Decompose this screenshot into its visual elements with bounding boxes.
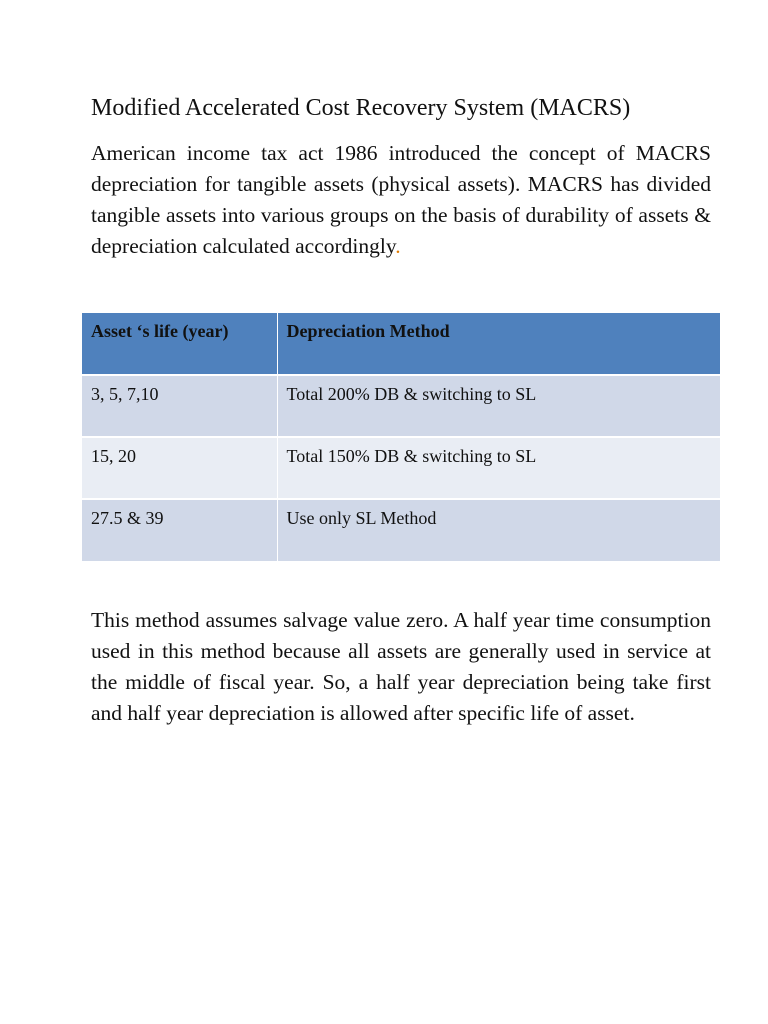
table-header-row (82, 313, 720, 375)
cell-asset-life: 3, 5, 7,10 (82, 375, 277, 437)
cell-asset-life: 15, 20 (82, 437, 277, 499)
header-depreciation-method: Depreciation Method (277, 313, 720, 375)
table-row (82, 499, 720, 561)
header-asset-life: Asset ‘s life (year) (82, 313, 277, 375)
intro-trailing-mark: . (395, 234, 401, 258)
table-row (82, 437, 720, 499)
cell-asset-life: 27.5 & 39 (82, 499, 277, 561)
cell-depreciation-method: Total 200% DB & switching to SL (277, 375, 720, 437)
cell-depreciation-method: Total 150% DB & switching to SL (277, 437, 720, 499)
depreciation-table (82, 313, 721, 561)
table-row (82, 375, 720, 437)
document-title: Modified Accelerated Cost Recovery System (MACRS) (91, 95, 631, 121)
intro-text: American income tax act 1986 introduced the concept of MACRS depreciation for tangible assets (physical assets). MACRS has divided tangible assets into various groups on the basis of durability of assets & depreciation calculated accordingly (91, 141, 711, 258)
outro-paragraph: This method assumes salvage value zero. A half year time consumption used in this method because all assets are generally used in service at the middle of fiscal year. So, a half year depreciation being take first and half year depreciation is allowed after specific life of asset. (91, 608, 711, 725)
cell-depreciation-method: Use only SL Method (277, 499, 720, 561)
intro-paragraph (91, 138, 711, 262)
